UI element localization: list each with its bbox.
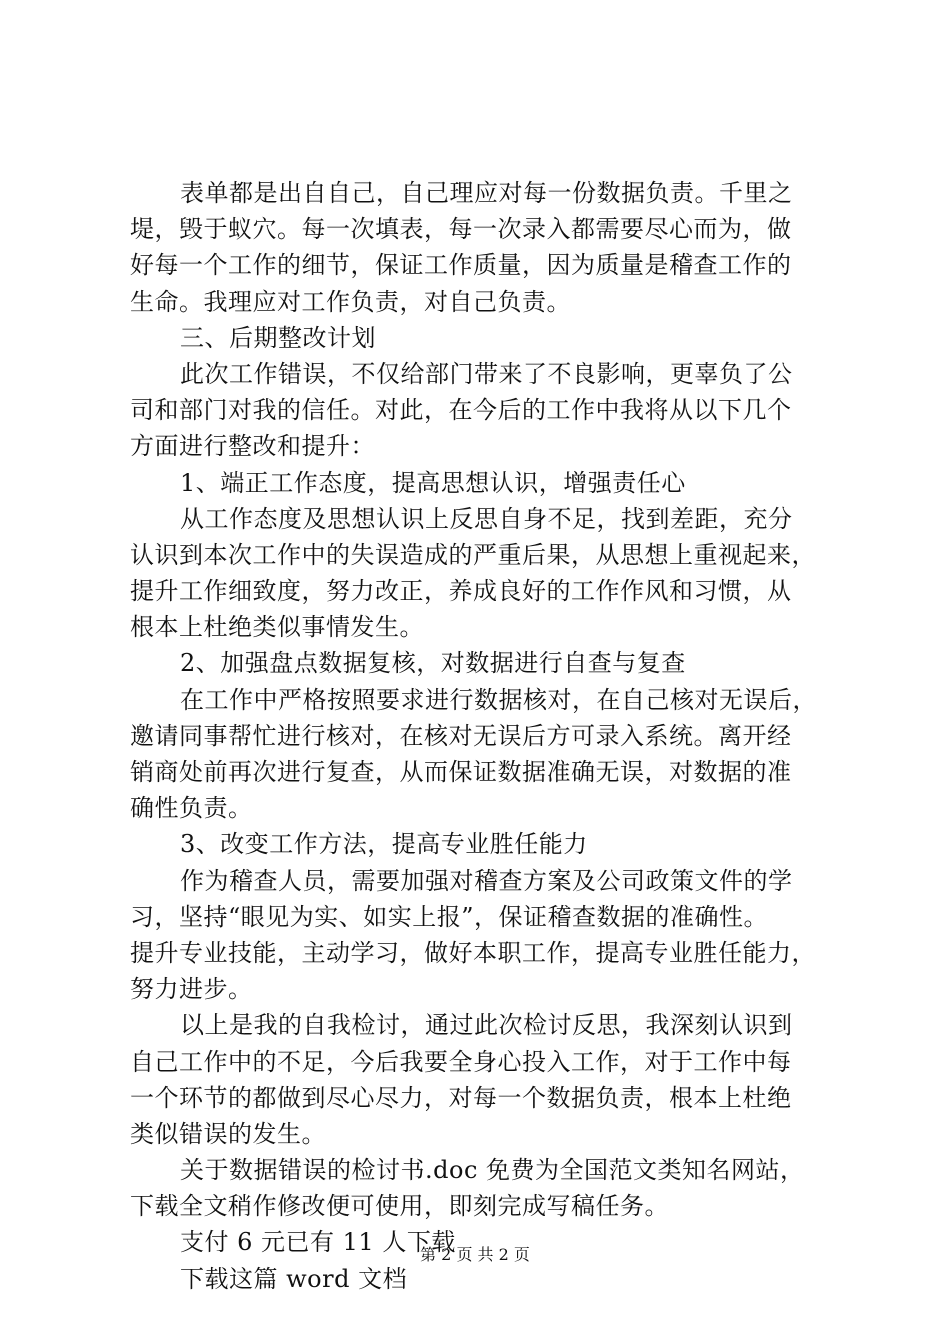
document-body xyxy=(130,175,830,1297)
text-line: 类似错误的发生。 xyxy=(130,1119,326,1148)
text-line: 提升工作细致度，努力改正，养成良好的工作作风和习惯，从 xyxy=(130,577,792,606)
text-line: 作为稽查人员，需要加强对稽查方案及公司政策文件的学 xyxy=(180,866,793,895)
text-line: 一个环节的都做到尽心尽力，对每一个数据负责，根本上杜绝 xyxy=(130,1083,792,1112)
text-line: 关于数据错误的检讨书.doc 免费为全国范文类知名网站， xyxy=(180,1156,805,1185)
text-line: 1、端正工作态度，提高思想认识，增强责任心 xyxy=(180,468,686,497)
text-line: 提升专业技能，主动学习，做好本职工作，提高专业胜任能力， xyxy=(130,938,816,967)
text-line: 好每一个工作的细节，保证工作质量，因为质量是稽查工作的 xyxy=(130,251,792,280)
text-line: 销商处前再次进行复查，从而保证数据准确无误，对数据的准 xyxy=(130,758,792,786)
text-line: 自己工作中的不足，今后我要全身心投入工作，对于工作中每 xyxy=(130,1047,792,1076)
text-line: 下载全文稍作修改便可使用，即刻完成写稿任务。 xyxy=(130,1192,669,1221)
text-line: 认识到本次工作中的失误造成的严重后果，从思想上重视起来， xyxy=(130,540,816,569)
text-line: 根本上杜绝类似事情发生。 xyxy=(130,613,424,642)
text-line: 司和部门对我的信任。对此，在今后的工作中我将从以下几个 xyxy=(130,396,792,425)
page-footer: 第 2 页 共 2 页 xyxy=(420,1245,530,1264)
text-line: 确性负责。 xyxy=(130,794,253,823)
text-line: 三、后期整改计划 xyxy=(180,323,376,352)
text-line: 以上是我的自我检讨，通过此次检讨反思，我深刻认识到 xyxy=(180,1011,793,1040)
text-line: 2、加强盘点数据复核，对数据进行自查与复查 xyxy=(180,649,686,678)
text-line: 生命。我理应对工作负责，对自己负责。 xyxy=(130,287,571,316)
text-line: 努力进步。 xyxy=(130,975,253,1004)
text-line: 3、改变工作方法，提高专业胜任能力 xyxy=(180,830,588,859)
text-line: 支付 6 元已有 11 人下载 xyxy=(180,1228,456,1257)
text-line: 习，坚持“眼见为实、如实上报”，保证稽查数据的准确性。 xyxy=(130,902,769,931)
text-line: 下载这篇 word 文档 xyxy=(180,1264,408,1293)
text-line: 在工作中严格按照要求进行数据核对，在自己核对无误后， xyxy=(180,685,817,714)
text-line: 方面进行整改和提升： xyxy=(130,432,375,461)
text-line: 邀请同事帮忙进行核对，在核对无误后方可录入系统。离开经 xyxy=(130,721,792,750)
text-line: 堤，毁于蚁穴。每一次填表，每一次录入都需要尽心而为，做 xyxy=(130,215,792,244)
text-line: 从工作态度及思想认识上反思自身不足，找到差距，充分 xyxy=(180,504,793,533)
text-line: 此次工作错误，不仅给部门带来了不良影响，更辜负了公 xyxy=(180,359,793,388)
text-line: 表单都是出自自己，自己理应对每一份数据负责。千里之 xyxy=(180,179,793,207)
